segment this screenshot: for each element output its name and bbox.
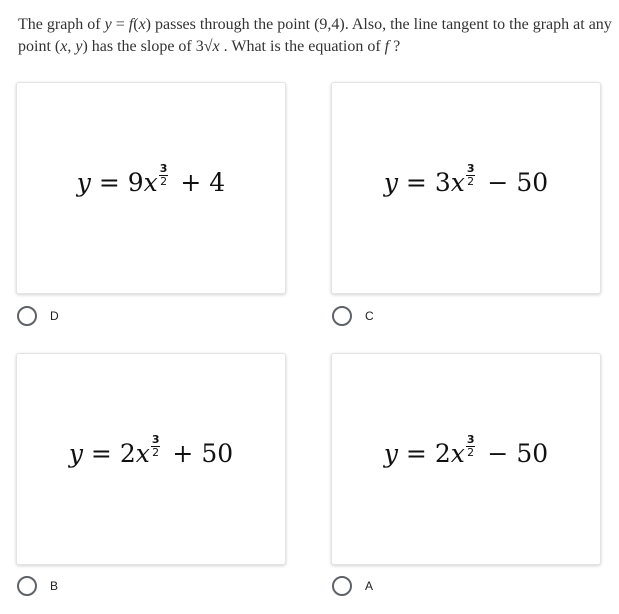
question-part: ) passes through the point (9,4). Also, the line tangent to the graph at any point ( — [18, 16, 612, 55]
option-d[interactable] — [17, 306, 59, 326]
coefficient: 9 — [127, 168, 144, 198]
question-part: ( — [133, 16, 139, 33]
option-label: A — [365, 579, 374, 593]
answer-card-d[interactable] — [16, 82, 286, 294]
exponent-numerator: 3 — [151, 433, 160, 446]
coefficient: 2 — [434, 439, 451, 469]
coefficient: 3 — [434, 168, 451, 198]
option-label: D — [50, 309, 59, 323]
question-part: . What is the equation of — [219, 38, 385, 55]
constant-term: − 50 — [479, 168, 549, 198]
option-label: C — [365, 309, 374, 323]
radio-button[interactable] — [17, 576, 37, 596]
option-c[interactable] — [332, 306, 374, 326]
equation — [332, 434, 600, 468]
exponent — [466, 434, 476, 459]
question-math: x — [138, 16, 146, 33]
question-part: , — [67, 38, 76, 55]
question-math: x — [212, 38, 220, 55]
equation — [17, 163, 285, 197]
exponent-denominator: 2 — [152, 446, 160, 459]
equation-lhs: y — [76, 168, 91, 198]
answer-card-b[interactable] — [16, 353, 286, 565]
question-part: = — [111, 16, 129, 33]
equation-lhs: y — [68, 439, 83, 469]
question-part: The graph of — [18, 16, 105, 33]
variable: x — [143, 168, 158, 198]
exponent-denominator: 2 — [467, 446, 475, 459]
exponent-numerator: 3 — [466, 433, 475, 446]
equation-lhs: y — [383, 439, 398, 469]
equation — [17, 434, 285, 468]
equation — [332, 163, 600, 197]
equals-sign: = — [90, 168, 128, 198]
radio-button[interactable] — [332, 306, 352, 326]
question-math: f — [128, 16, 134, 33]
equals-sign: = — [397, 168, 435, 198]
question-part: ) has the slope of 3√ — [82, 38, 213, 55]
constant-term: + 4 — [172, 168, 226, 198]
question-math: y — [104, 16, 112, 33]
variable: x — [135, 439, 150, 469]
exponent-denominator: 2 — [160, 175, 168, 188]
radio-button[interactable] — [332, 576, 352, 596]
answer-card-a[interactable] — [331, 353, 601, 565]
constant-term: + 50 — [164, 439, 234, 469]
question-math: x — [60, 38, 68, 55]
coefficient: 2 — [119, 439, 136, 469]
question-math: f — [384, 38, 390, 55]
question-part: ? — [389, 38, 401, 55]
exponent — [151, 434, 161, 459]
question-math: y — [75, 38, 83, 55]
variable: x — [450, 168, 465, 198]
exponent — [159, 163, 169, 188]
answer-card-c[interactable] — [331, 82, 601, 294]
exponent-numerator: 3 — [466, 162, 475, 175]
radio-button[interactable] — [17, 306, 37, 326]
exponent-denominator: 2 — [467, 175, 475, 188]
exponent — [466, 163, 476, 188]
equals-sign: = — [397, 439, 435, 469]
question-text — [18, 14, 614, 58]
constant-term: − 50 — [479, 439, 549, 469]
equation-lhs: y — [383, 168, 398, 198]
option-label: B — [50, 579, 59, 593]
exponent-numerator: 3 — [159, 162, 168, 175]
option-a[interactable] — [332, 576, 373, 596]
variable: x — [450, 439, 465, 469]
option-b[interactable] — [17, 576, 58, 596]
equals-sign: = — [82, 439, 120, 469]
